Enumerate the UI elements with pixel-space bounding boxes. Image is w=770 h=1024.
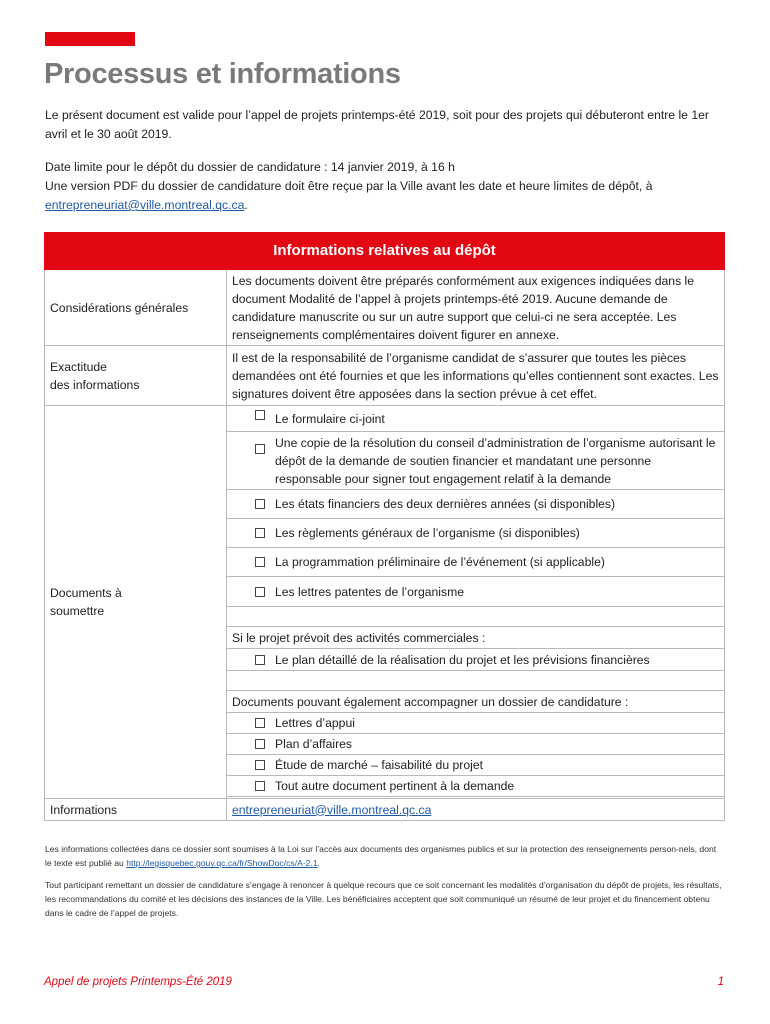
checkbox-icon[interactable] [255,528,265,538]
checkbox-icon[interactable] [255,760,265,770]
checkbox-icon[interactable] [255,587,265,597]
checkbox-icon[interactable] [255,499,265,509]
optional-item[interactable]: Tout autre document pertinent à la demande [227,776,725,797]
intro-validity: Le présent document est valide pour l’appel de projets printemps-été 2019, soit pour des projets qui débuteront entre le 1er avril et le 30 août 2019. [45,108,709,141]
doc-item[interactable]: Les lettres patentes de l’organisme [227,577,725,607]
brand-red-bar [45,32,135,46]
general-label: Considérations générales [45,270,227,346]
doc-item[interactable]: Une copie de la résolution du conseil d’administration de l’organisme autorisant le dépôt de la demande de soutien financier et mandatant une personne responsable pour signer tout engagement relatif à la demande [227,432,725,490]
deposit-info-table [44,232,725,821]
checkbox-icon[interactable] [255,718,265,728]
privacy-text: Les informations collectées dans ce dossier sont soumises à la Loi sur l’accès aux documents des organismes publics et sur la protection des renseignements person-nels, dont le texte est publié au [45,844,717,868]
empty-row [227,607,725,627]
page-number: 1 [717,976,724,988]
accuracy-label [45,346,227,406]
doc-item[interactable]: Les états financiers des deux dernières années (si disponibles) [227,490,725,519]
docs-label-1: Documents à [50,586,122,600]
optional-item[interactable]: Lettres d’appui [227,713,725,734]
privacy-end: . [317,858,321,868]
general-text: Les documents doivent être préparés conformément aux exigences indiquées dans le document Modalité de l’appel à projets printemps-été 2019. Aucune demande de candidature manuscrite ou sur un autre support que celui-ci ne sera acceptée. Les renseignements complémentaires doivent figurer en annexe. [227,270,725,346]
checkbox-icon[interactable] [255,557,265,567]
deadline-text: Date limite pour le dépôt du dossier de candidature : 14 janvier 2019, à 16 h [45,160,455,174]
commercial-heading: Si le projet prévoit des activités commerciales : [227,627,725,649]
accuracy-label-2: des informations [50,377,140,392]
docs-label [45,406,227,799]
checkbox-icon[interactable] [255,655,265,665]
checkbox-icon[interactable] [255,739,265,749]
intro-deadline [45,158,725,215]
doc-item[interactable]: La programmation préliminaire de l’événement (si applicable) [227,548,725,577]
privacy-note [45,842,725,870]
page-title: Processus et informations [44,58,401,90]
info-email-cell [227,799,725,821]
empty-row [227,671,725,691]
accuracy-label-1: Exactitude [50,359,107,374]
accuracy-text: Il est de la responsabilité de l’organisme candidat de s’assurer que toutes les pièces demandées ont été fournies et que les informations qu’elles contiennent sont exactes. Les signatures doivent être apposées dans la section prévue à cet effet. [227,346,725,406]
pdf-text: Une version PDF du dossier de candidature doit être reçue par la Ville avant les date et heure limites de dépôt, à [45,179,653,193]
doc-item[interactable]: Les règlements généraux de l’organisme (si disponibles) [227,519,725,548]
table-header: Informations relatives au dépôt [45,233,725,270]
checkbox-icon[interactable] [255,781,265,791]
info-label: Informations [45,799,227,821]
checkbox-icon[interactable] [255,410,265,420]
footer-title: Appel de projets Printemps-Été 2019 [44,976,232,988]
checkbox-icon[interactable] [255,444,265,454]
optional-heading: Documents pouvant également accompagner un dossier de candidature : [227,691,725,713]
commercial-item[interactable]: Le plan détaillé de la réalisation du projet et les prévisions financières [227,649,725,671]
contact-email-link[interactable]: entrepreneuriat@ville.montreal.qc.ca [45,198,245,212]
optional-item[interactable]: Plan d’affaires [227,734,725,755]
info-email-link[interactable]: entrepreneuriat@ville.montreal.qc.ca [232,802,432,817]
doc-item[interactable]: Le formulaire ci-joint [227,406,725,432]
legisquebec-link[interactable]: http://legisquebec.gouv.qc.ca/fr/ShowDoc/cs/A-2.1 [126,858,318,868]
terms-note: Tout participant remettant un dossier de candidature s’engage à renoncer à quelque recours que ce soit concernant les modalités d’organisation du dépôt de projets, les résultats, les recommandations du comité et les décisions des instances de la Ville. Les bénéficiaires acceptent que soit communiqué un résumé de leur projet et du financement obtenu dans le cadre de l’appel de projets. [45,880,722,918]
optional-item[interactable]: Étude de marché – faisabilité du projet [227,755,725,776]
docs-label-2: soumettre [50,604,105,618]
intro-period: . [244,198,248,212]
